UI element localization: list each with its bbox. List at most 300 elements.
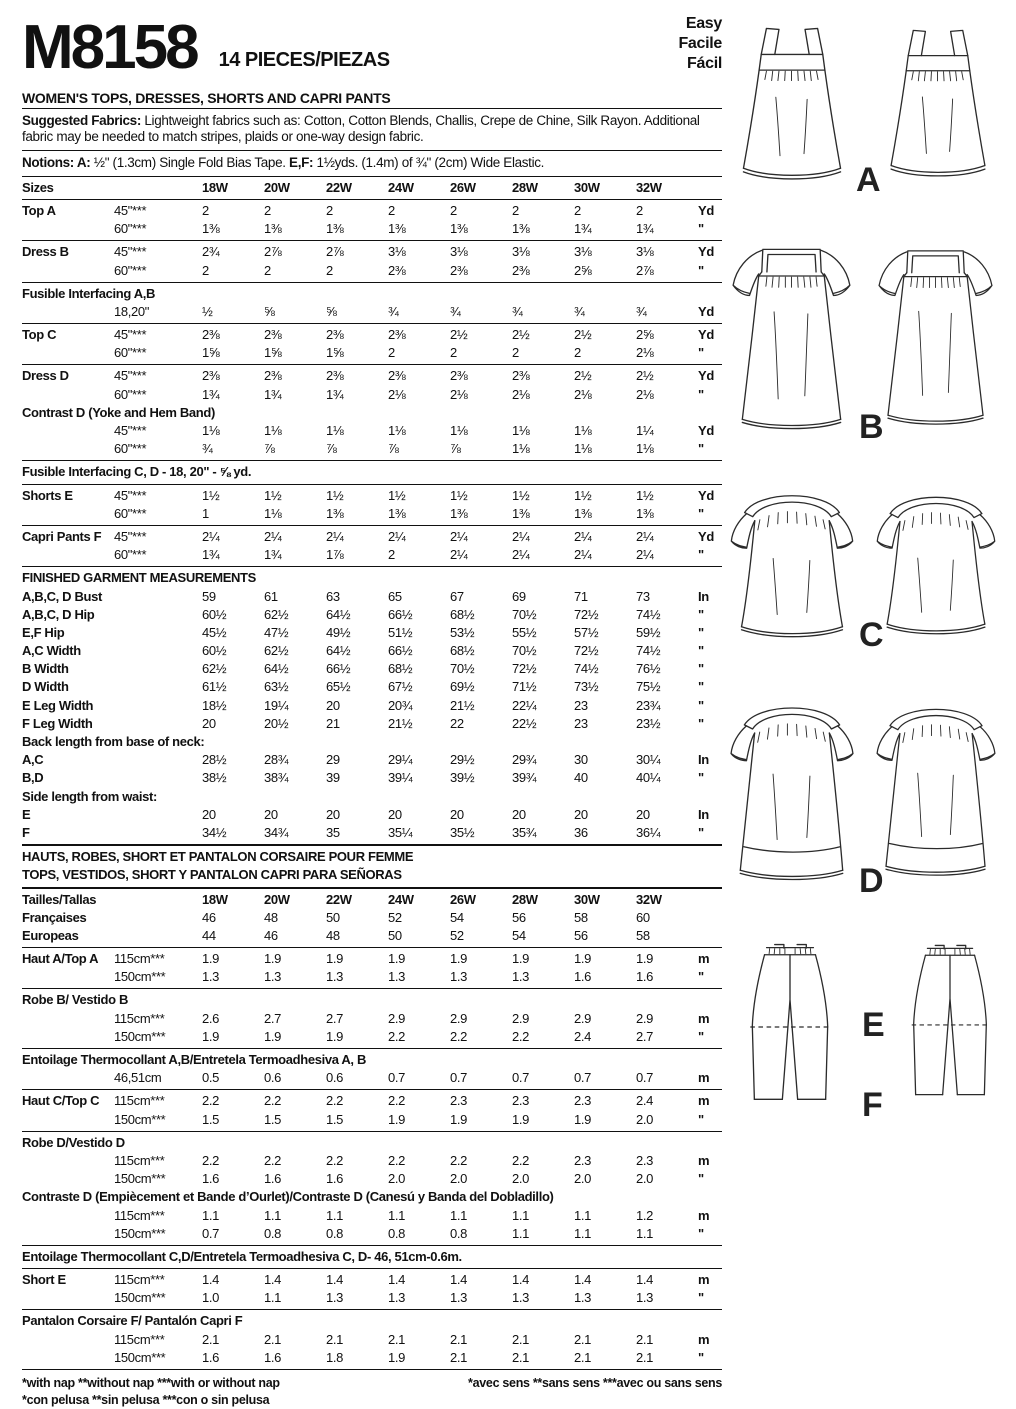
yardage-value: 0.8 bbox=[388, 1225, 406, 1241]
row-label: Short E bbox=[22, 1272, 66, 1288]
unit-label: Yd bbox=[698, 303, 714, 319]
fabric-width-label: 150cm*** bbox=[114, 1028, 166, 1044]
yardage-value: 1.3 bbox=[388, 969, 406, 985]
yardage-value: 63½ bbox=[264, 679, 289, 695]
yardage-value: 2¼ bbox=[326, 528, 344, 544]
yardage-value: ⅞ bbox=[326, 441, 337, 457]
unit-label: " bbox=[698, 606, 704, 622]
yardage-value: 28½ bbox=[202, 752, 227, 768]
yardage-value: 1.8 bbox=[326, 1349, 344, 1365]
yardage-value: 2⅜ bbox=[450, 368, 468, 384]
yardage-value: 1.9 bbox=[326, 1028, 344, 1044]
yardage-value: 3⅛ bbox=[574, 244, 592, 260]
yardage-row bbox=[22, 1152, 722, 1170]
yardage-value: 21 bbox=[326, 715, 340, 731]
row-label: Haut C/Top C bbox=[22, 1093, 100, 1109]
unit-label: Yd bbox=[698, 423, 714, 439]
yardage-value: 1.3 bbox=[636, 1290, 654, 1306]
yardage-row bbox=[22, 344, 722, 362]
yardage-value: 74½ bbox=[636, 643, 661, 659]
yardage-value: 3⅛ bbox=[388, 244, 406, 260]
row-label bbox=[22, 1289, 114, 1307]
view-a-front-drawing bbox=[732, 22, 852, 184]
yardage-row bbox=[22, 243, 722, 261]
yardage-value: 1⅛ bbox=[574, 441, 592, 457]
row-label bbox=[22, 1111, 114, 1129]
section-heading: TOPS, VESTIDOS, SHORT Y PANTALON CAPRI PARA SEÑORAS bbox=[22, 867, 402, 883]
view-d-label: D bbox=[859, 862, 884, 900]
yardage-value: 2¼ bbox=[512, 547, 530, 563]
unit-label: " bbox=[698, 661, 704, 677]
yardage-value: 1.1 bbox=[512, 1207, 530, 1223]
yardage-value: 2⅝ bbox=[574, 262, 592, 278]
yardage-value: 2 bbox=[264, 262, 271, 278]
yardage-value: 2⅞ bbox=[636, 262, 654, 278]
row-label bbox=[22, 440, 114, 458]
row-label bbox=[22, 344, 114, 362]
yardage-value: 72½ bbox=[574, 643, 599, 659]
section-heading: Robe D/Vestido D bbox=[22, 1134, 125, 1150]
pieces-count: 14 PIECES/PIEZAS bbox=[218, 48, 390, 71]
yardage-value: 65 bbox=[388, 588, 402, 604]
yardage-value: 1½ bbox=[202, 487, 220, 503]
yardage-value: 46 bbox=[264, 927, 278, 943]
yardage-value: 2½ bbox=[636, 368, 654, 384]
yardage-value: 20 bbox=[264, 806, 278, 822]
yardage-value: 1.3 bbox=[326, 969, 344, 985]
yardage-value: 1.3 bbox=[450, 969, 468, 985]
yardage-value: 1.1 bbox=[636, 1225, 654, 1241]
yardage-value: 1 bbox=[202, 505, 209, 521]
yardage-value: 1.1 bbox=[264, 1290, 282, 1306]
footnote-english: *with nap **without nap ***with or without nap bbox=[22, 1376, 280, 1391]
yardage-value: 2.3 bbox=[574, 1152, 592, 1168]
row-label bbox=[22, 546, 114, 564]
yardage-value: 2⅛ bbox=[388, 386, 406, 402]
unit-label: In bbox=[698, 806, 709, 822]
yardage-value: 52 bbox=[388, 909, 402, 925]
yardage-value: 1⅜ bbox=[636, 505, 654, 521]
yardage-value: 2¼ bbox=[574, 528, 592, 544]
size-header-row bbox=[22, 891, 722, 909]
view-a-back-drawing bbox=[880, 24, 996, 181]
yardage-value: 29 bbox=[326, 752, 340, 768]
row-label: F Leg Width bbox=[22, 715, 93, 731]
yardage-value: 2.9 bbox=[388, 1010, 406, 1026]
yardage-value: 46 bbox=[202, 909, 216, 925]
yardage-value: 20 bbox=[636, 806, 650, 822]
yardage-value: 2⅜ bbox=[202, 327, 220, 343]
yardage-value: 2.1 bbox=[574, 1331, 592, 1347]
unit-label: Yd bbox=[698, 244, 714, 260]
yardage-value: 23 bbox=[574, 697, 588, 713]
divider bbox=[22, 150, 722, 151]
yardage-value: 1½ bbox=[264, 487, 282, 503]
yardage-row bbox=[22, 1271, 722, 1289]
unit-label: " bbox=[698, 1171, 704, 1187]
table-divider bbox=[22, 1369, 722, 1370]
yardage-value: 1¾ bbox=[636, 221, 654, 237]
yardage-value: 1¾ bbox=[202, 386, 220, 402]
difficulty-facile: Facile bbox=[678, 35, 722, 52]
size-header-row bbox=[22, 179, 722, 197]
yardage-value: 36¼ bbox=[636, 824, 661, 840]
yardage-value: 1.1 bbox=[574, 1207, 592, 1223]
yardage-value: 2.1 bbox=[450, 1331, 468, 1347]
view-d-front-drawing bbox=[728, 694, 856, 894]
yardage-value: 48 bbox=[326, 927, 340, 943]
yardage-value: 2.6 bbox=[202, 1010, 220, 1026]
yardage-row bbox=[22, 806, 722, 824]
yardage-value: 20 bbox=[388, 806, 402, 822]
section-heading-row bbox=[22, 733, 722, 751]
yardage-value: 71 bbox=[574, 588, 588, 604]
yardage-value: 23½ bbox=[636, 715, 661, 731]
yardage-row bbox=[22, 386, 722, 404]
yardage-value: 1.6 bbox=[264, 1349, 282, 1365]
yardage-value: 1⅜ bbox=[512, 221, 530, 237]
size-column-header: 18W bbox=[202, 179, 228, 195]
fabric-width-label: 150cm*** bbox=[114, 1171, 166, 1187]
fabric-width-label: 18,20" bbox=[114, 303, 150, 319]
yardage-value: 1.4 bbox=[264, 1272, 282, 1288]
yardage-value: 65½ bbox=[326, 679, 351, 695]
row-label: Dress B bbox=[22, 244, 69, 260]
yardage-value: 1⅜ bbox=[264, 221, 282, 237]
yardage-value: 35¼ bbox=[388, 824, 413, 840]
yardage-value: 2.0 bbox=[450, 1171, 468, 1187]
yardage-value: 2.9 bbox=[636, 1010, 654, 1026]
yardage-value: 2.1 bbox=[636, 1349, 654, 1365]
section-heading: FINISHED GARMENT MEASUREMENTS bbox=[22, 570, 256, 586]
row-label bbox=[22, 1225, 114, 1243]
yardage-value: 2.3 bbox=[636, 1152, 654, 1168]
yardage-value: 73 bbox=[636, 588, 650, 604]
yardage-value: 66½ bbox=[326, 661, 351, 677]
yardage-value: 0.7 bbox=[388, 1070, 406, 1086]
yardage-value: 22¼ bbox=[512, 697, 537, 713]
yardage-row bbox=[22, 588, 722, 606]
yardage-row bbox=[22, 262, 722, 280]
yardage-value: 2.7 bbox=[326, 1010, 344, 1026]
row-label bbox=[22, 1207, 114, 1225]
section-heading-row bbox=[22, 404, 722, 422]
yardage-value: 1⅝ bbox=[264, 345, 282, 361]
yardage-value: 23¾ bbox=[636, 697, 661, 713]
yardage-value: 2.1 bbox=[574, 1349, 592, 1365]
yardage-value: 0.8 bbox=[326, 1225, 344, 1241]
yardage-value: 2.1 bbox=[202, 1331, 220, 1347]
size-column-header: 24W bbox=[388, 891, 414, 907]
yardage-value: 59 bbox=[202, 588, 216, 604]
yardage-value: 1.3 bbox=[450, 1290, 468, 1306]
yardage-value: 2⅜ bbox=[388, 368, 406, 384]
yardage-value: 2¼ bbox=[512, 528, 530, 544]
yardage-value: 28¾ bbox=[264, 752, 289, 768]
yardage-value: 76½ bbox=[636, 661, 661, 677]
row-label bbox=[22, 422, 114, 440]
yardage-value: 2.1 bbox=[388, 1331, 406, 1347]
yardage-value: 1.9 bbox=[636, 951, 654, 967]
row-label: Top A bbox=[22, 202, 56, 218]
row-label: Capri Pants F bbox=[22, 528, 102, 544]
unit-label: " bbox=[698, 824, 704, 840]
yardage-value: 2 bbox=[574, 345, 581, 361]
yardage-value: 1.3 bbox=[264, 969, 282, 985]
unit-label: " bbox=[698, 441, 704, 457]
yardage-value: 2⅜ bbox=[202, 368, 220, 384]
yardage-row bbox=[22, 678, 722, 696]
yardage-value: 1¾ bbox=[202, 547, 220, 563]
yardage-value: 35 bbox=[326, 824, 340, 840]
yardage-value: ¾ bbox=[512, 303, 523, 319]
table-divider bbox=[22, 988, 722, 989]
table-divider bbox=[22, 1131, 722, 1132]
yardage-value: 1¼ bbox=[636, 423, 654, 439]
yardage-value: 0.8 bbox=[264, 1225, 282, 1241]
yardage-value: 61 bbox=[264, 588, 278, 604]
yardage-row bbox=[22, 715, 722, 733]
yardage-value: 74½ bbox=[574, 661, 599, 677]
fabric-width-label: 45"*** bbox=[114, 202, 147, 218]
yardage-value: 45½ bbox=[202, 624, 227, 640]
yardage-value: 1.3 bbox=[326, 1290, 344, 1306]
difficulty-labels bbox=[678, 14, 722, 74]
yardage-value: 70½ bbox=[450, 661, 475, 677]
yardage-row bbox=[22, 1170, 722, 1188]
yardage-value: 2¼ bbox=[636, 528, 654, 544]
yardage-value: 1.9 bbox=[574, 1111, 592, 1127]
unit-label: " bbox=[698, 386, 704, 402]
yardage-value: 1.1 bbox=[388, 1207, 406, 1223]
yardage-value: 1.9 bbox=[574, 951, 592, 967]
row-label bbox=[22, 1028, 114, 1046]
fabric-width-label: 115cm*** bbox=[114, 1207, 165, 1223]
yardage-value: 3⅛ bbox=[636, 244, 654, 260]
yardage-value: 62½ bbox=[264, 606, 289, 622]
table-divider bbox=[22, 1048, 722, 1049]
unit-label: " bbox=[698, 715, 704, 731]
yardage-row bbox=[22, 642, 722, 660]
row-label: Françaises bbox=[22, 909, 87, 925]
row-label: Dress D bbox=[22, 368, 69, 384]
yardage-value: 2⅜ bbox=[388, 262, 406, 278]
section-heading-row bbox=[22, 1134, 722, 1152]
size-column-header: 22W bbox=[326, 891, 352, 907]
unit-label: m bbox=[698, 1010, 710, 1026]
yardage-value: 62½ bbox=[202, 661, 227, 677]
yardage-value: ¾ bbox=[202, 441, 213, 457]
yardage-row bbox=[22, 505, 722, 523]
unit-label: Yd bbox=[698, 528, 714, 544]
yardage-value: 1¾ bbox=[264, 547, 282, 563]
page-title: WOMEN'S TOPS, DRESSES, SHORTS AND CAPRI PANTS bbox=[22, 89, 391, 106]
fabric-width-label: 115cm*** bbox=[114, 1093, 165, 1109]
table-divider bbox=[22, 364, 722, 365]
yardage-value: 2.9 bbox=[512, 1010, 530, 1026]
yardage-row bbox=[22, 950, 722, 968]
yardage-value: ⅞ bbox=[388, 441, 399, 457]
yardage-value: 2.2 bbox=[202, 1152, 220, 1168]
table-divider bbox=[22, 566, 722, 567]
yardage-value: 20 bbox=[202, 806, 216, 822]
row-label bbox=[22, 505, 114, 523]
unit-label: In bbox=[698, 752, 709, 768]
yardage-value: 1.1 bbox=[450, 1207, 468, 1223]
yardage-row bbox=[22, 326, 722, 344]
yardage-value: 2.2 bbox=[264, 1152, 282, 1168]
yardage-value: 0.7 bbox=[450, 1070, 468, 1086]
yardage-row bbox=[22, 824, 722, 842]
view-c-label: C bbox=[859, 616, 884, 654]
yardage-value: 53½ bbox=[450, 624, 475, 640]
section-heading: Fusible Interfacing C, D - 18, 20" - ⅝ yd. bbox=[22, 464, 252, 480]
yardage-value: 36 bbox=[574, 824, 588, 840]
table-divider bbox=[22, 525, 722, 526]
yardage-value: 35½ bbox=[450, 824, 475, 840]
yardage-value: 0.5 bbox=[202, 1070, 220, 1086]
yardage-row bbox=[22, 1111, 722, 1129]
notions bbox=[22, 153, 722, 174]
footnotes bbox=[22, 1375, 722, 1409]
section-heading-row bbox=[22, 788, 722, 806]
yardage-value: 1¾ bbox=[264, 386, 282, 402]
yardage-value: 54 bbox=[450, 909, 464, 925]
difficulty-easy: Easy bbox=[685, 15, 722, 32]
yardage-row bbox=[22, 1028, 722, 1046]
view-b-front-drawing bbox=[728, 240, 856, 440]
yardage-value: 1.1 bbox=[574, 1225, 592, 1241]
unit-label: " bbox=[698, 262, 704, 278]
divider bbox=[22, 108, 722, 109]
yardage-value: 0.7 bbox=[512, 1070, 530, 1086]
yardage-row bbox=[22, 487, 722, 505]
yardage-value: 2 bbox=[636, 202, 643, 218]
yardage-value: 2.2 bbox=[512, 1028, 530, 1044]
notions-label: Notions: A: bbox=[22, 154, 91, 170]
view-d-back-drawing bbox=[874, 696, 998, 889]
row-label: F bbox=[22, 824, 30, 840]
yardage-value: 2⅜ bbox=[326, 327, 344, 343]
unit-label: " bbox=[698, 221, 704, 237]
masthead bbox=[22, 0, 722, 82]
yardage-value: 20½ bbox=[264, 715, 289, 731]
yardage-value: 64½ bbox=[264, 661, 289, 677]
yardage-value: 1.3 bbox=[574, 1290, 592, 1306]
yardage-value: 1½ bbox=[512, 487, 530, 503]
yardage-value: 2 bbox=[388, 202, 395, 218]
yardage-value: 57½ bbox=[574, 624, 599, 640]
row-label: A,B,C, D Bust bbox=[22, 588, 102, 604]
row-label bbox=[22, 1331, 114, 1349]
section-heading-row bbox=[22, 1051, 722, 1069]
yardage-value: 55½ bbox=[512, 624, 537, 640]
section-heading: Back length from base of neck: bbox=[22, 734, 205, 750]
view-c-back-drawing bbox=[874, 484, 998, 637]
unit-label: " bbox=[698, 643, 704, 659]
view-d-group bbox=[728, 690, 1016, 910]
yardage-value: 56 bbox=[512, 909, 526, 925]
yardage-row bbox=[22, 660, 722, 678]
row-label: A,B,C, D Hip bbox=[22, 606, 95, 622]
yardage-value: ¾ bbox=[636, 303, 647, 319]
yardage-value: 30 bbox=[574, 752, 588, 768]
yardage-value: ¾ bbox=[450, 303, 461, 319]
view-c-group bbox=[728, 478, 1016, 668]
size-column-header: 22W bbox=[326, 179, 352, 195]
yardage-value: 1.9 bbox=[512, 1111, 530, 1127]
row-label bbox=[22, 220, 114, 238]
yardage-value: 2.2 bbox=[264, 1093, 282, 1109]
fabric-width-label: 115cm*** bbox=[114, 951, 165, 967]
yardage-value: 2 bbox=[388, 547, 395, 563]
yardage-value: 1½ bbox=[326, 487, 344, 503]
yardage-value: 0.7 bbox=[202, 1225, 220, 1241]
yardage-value: 1⅛ bbox=[636, 441, 654, 457]
table-divider bbox=[22, 947, 722, 948]
yardage-value: 2 bbox=[264, 202, 271, 218]
yardage-value: 2½ bbox=[574, 368, 592, 384]
unit-label: " bbox=[698, 505, 704, 521]
yardage-value: 1.9 bbox=[450, 1111, 468, 1127]
yardage-value: 2⅛ bbox=[512, 386, 530, 402]
pants-front-drawing bbox=[734, 934, 846, 1116]
yardage-value: 20 bbox=[574, 806, 588, 822]
yardage-value: 2.2 bbox=[450, 1028, 468, 1044]
unit-label: " bbox=[698, 770, 704, 786]
yardage-value: 1.6 bbox=[202, 1171, 220, 1187]
yardage-value: 30¼ bbox=[636, 752, 661, 768]
yardage-value: 40 bbox=[574, 770, 588, 786]
yardage-value: 2⅜ bbox=[326, 368, 344, 384]
yardage-value: 2¼ bbox=[450, 528, 468, 544]
yardage-value: 2⅞ bbox=[326, 244, 344, 260]
section-heading: Fusible Interfacing A,B bbox=[22, 285, 156, 301]
yardage-value: 1¾ bbox=[326, 386, 344, 402]
unit-label: " bbox=[698, 345, 704, 361]
yardage-value: 2.1 bbox=[450, 1349, 468, 1365]
yardage-value: 1.6 bbox=[202, 1349, 220, 1365]
yardage-value: 2⅛ bbox=[636, 345, 654, 361]
yardage-value: 1⅛ bbox=[512, 423, 530, 439]
yardage-value: 1⅜ bbox=[388, 221, 406, 237]
yardage-value: 1.3 bbox=[512, 1290, 530, 1306]
yardage-value: 2 bbox=[512, 345, 519, 361]
yardage-value: 1⅛ bbox=[326, 423, 344, 439]
pattern-number: M8158 bbox=[22, 13, 197, 82]
table-divider bbox=[22, 844, 722, 846]
fabric-width-label: 45"*** bbox=[114, 423, 147, 439]
yardage-value: 2¼ bbox=[202, 528, 220, 544]
yardage-value: 2½ bbox=[450, 327, 468, 343]
yardage-value: 74½ bbox=[636, 606, 661, 622]
row-label bbox=[22, 1170, 114, 1188]
notions-text-1: ½" (1.3cm) Single Fold Bias Tape. bbox=[90, 154, 290, 170]
yardage-value: ⅝ bbox=[264, 303, 275, 319]
fabric-width-label: 46,51cm bbox=[114, 1070, 162, 1086]
divider bbox=[22, 176, 722, 177]
size-column-header: 24W bbox=[388, 179, 414, 195]
yardage-row bbox=[22, 1069, 722, 1087]
yardage-value: 0.8 bbox=[450, 1225, 468, 1241]
yardage-value: 63 bbox=[326, 588, 340, 604]
yardage-value: 70½ bbox=[512, 606, 537, 622]
row-label bbox=[22, 1010, 114, 1028]
yardage-value: 73½ bbox=[574, 679, 599, 695]
size-column-header: 28W bbox=[512, 179, 538, 195]
yardage-row bbox=[22, 1349, 722, 1367]
section-heading: Entoilage Thermocollant A,B/Entretela Termoadhesiva A, B bbox=[22, 1052, 366, 1068]
